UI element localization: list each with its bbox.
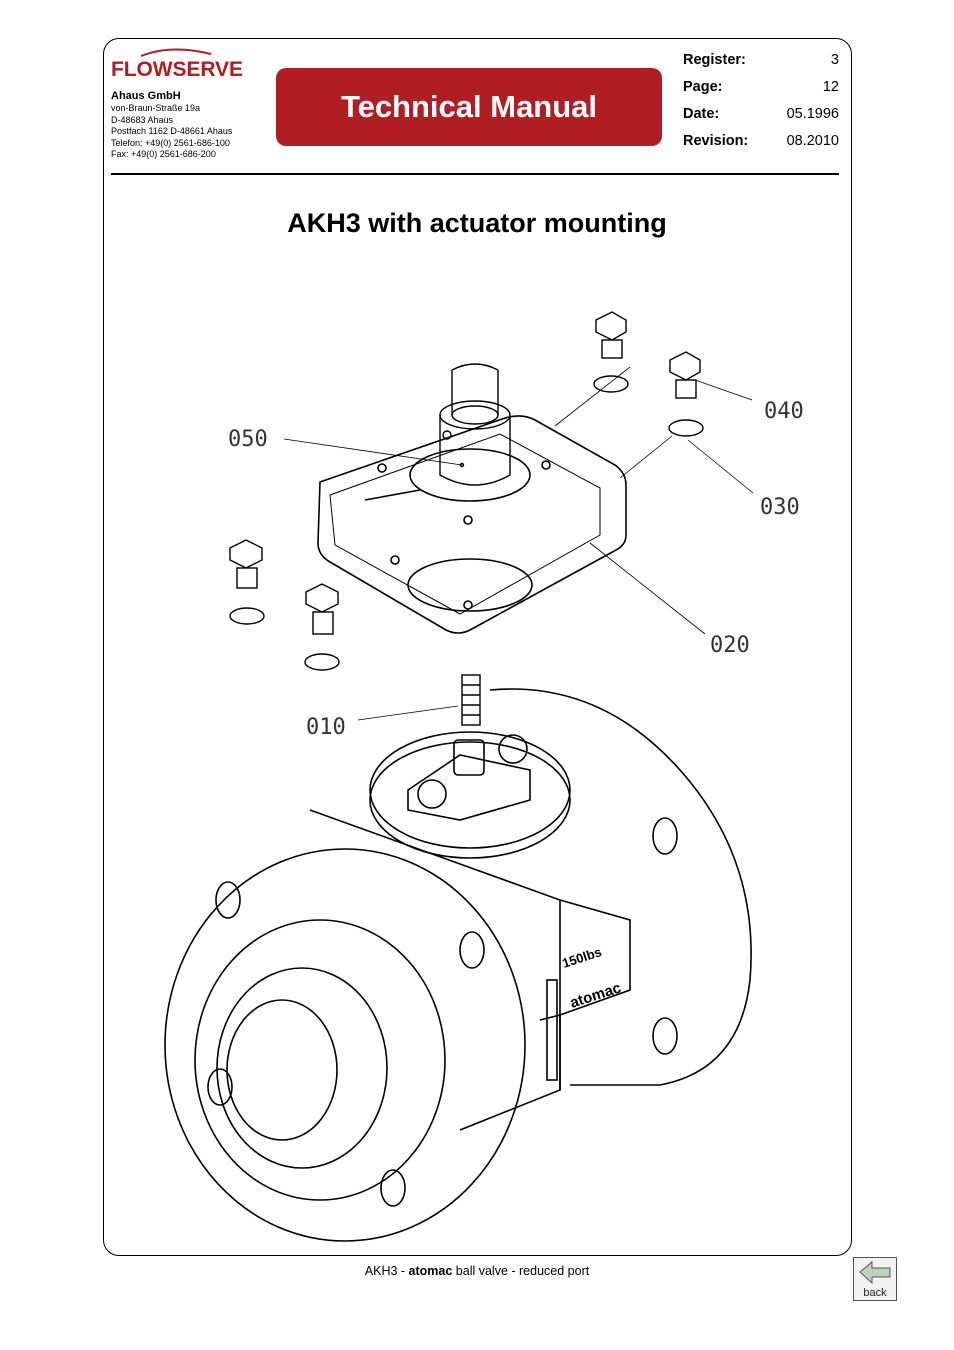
leader-line [695, 380, 752, 400]
address-line: Postfach 1162 D-48661 Ahaus [111, 126, 233, 136]
meta-value: 05.1996 [786, 105, 839, 122]
meta-label: Page: [683, 78, 723, 95]
meta-label: Date: [683, 105, 720, 122]
address-line: D-48683 Ahaus [111, 114, 174, 125]
meta-value: 08.2010 [786, 132, 839, 149]
mounting-bracket [318, 416, 626, 633]
leader-line [555, 367, 630, 426]
meta-row-date [683, 100, 839, 127]
leader-line [358, 706, 458, 720]
meta-value: 3 [830, 51, 839, 68]
leader-line [688, 440, 753, 493]
part-number-030: 030 [760, 495, 800, 520]
part-number-040: 040 [764, 399, 804, 424]
address-line: Fax: +49(0) 2561-686-200 [111, 149, 216, 159]
meta-row-revision [683, 127, 839, 154]
arrow-left-icon [854, 1258, 896, 1288]
body-marking: 150lbs [560, 944, 604, 971]
flowserve-logo [111, 48, 245, 82]
part-number-010: 010 [306, 715, 346, 740]
part-number-020: 020 [710, 633, 750, 658]
footer-brand: atomac [408, 1264, 453, 1278]
footer-caption [0, 1264, 954, 1278]
meta-label: Revision: [683, 132, 749, 149]
address-line: Telefon: +49(0) 2561-686-100 [111, 137, 230, 148]
meta-value: 12 [822, 78, 839, 95]
footer-post: ball valve - reduced port [452, 1264, 590, 1278]
meta-label: Register: [683, 51, 746, 68]
header-divider [111, 173, 839, 175]
leader-line [620, 436, 672, 478]
part-number-050: 050 [228, 427, 268, 452]
bolt-top-left [594, 312, 628, 392]
company-address [111, 103, 232, 161]
meta-row-page [683, 73, 839, 100]
logo-text: FLOWSERVE [111, 58, 243, 81]
back-button[interactable] [853, 1257, 897, 1301]
meta-row-register [683, 46, 839, 73]
manual-title: Technical Manual [340, 89, 598, 124]
ball-valve-body [165, 689, 751, 1241]
coupling-adapter [440, 364, 510, 485]
manual-title-banner [276, 68, 662, 146]
address-line: von-Braun-Straße 19a [111, 103, 201, 113]
body-marking: atomac [567, 979, 624, 1012]
valve-stem [462, 675, 480, 725]
page-heading: AKH3 with actuator mounting [287, 208, 667, 238]
document-meta [683, 46, 839, 154]
footer-pre: AKH3 - [364, 1264, 409, 1278]
back-button-label: back [863, 1287, 887, 1299]
company-name: Ahaus GmbH [111, 90, 181, 102]
bolt-left-upper [230, 540, 264, 624]
leader-line [590, 543, 705, 634]
bolt-left-lower [305, 584, 339, 670]
bolt-top-right [669, 352, 703, 436]
exploded-valve-drawing [160, 300, 820, 1250]
